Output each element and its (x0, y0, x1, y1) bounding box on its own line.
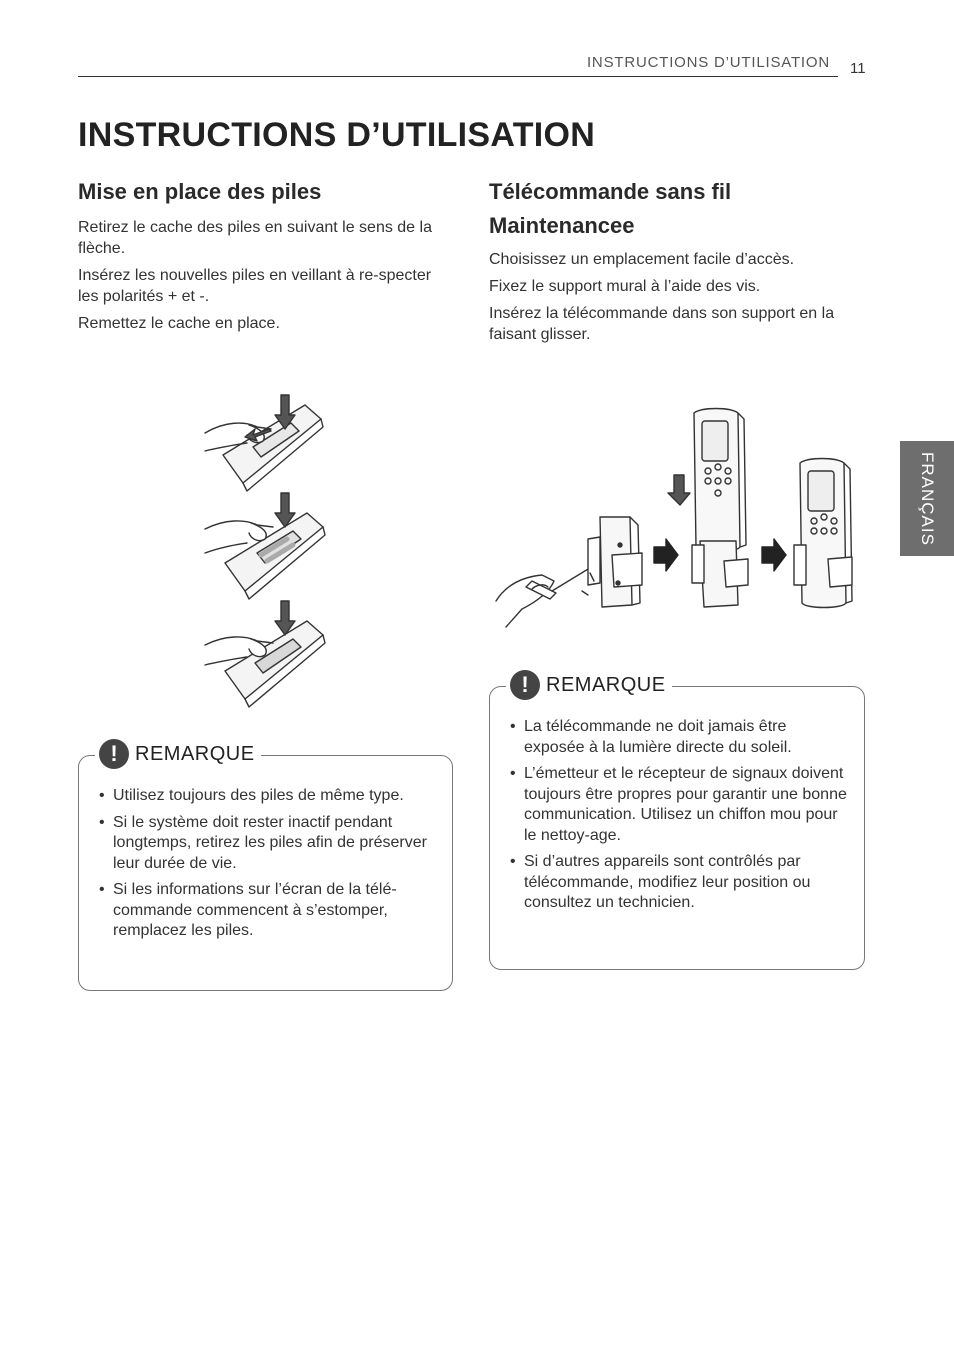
remote-holder-heading-line1: Télécommande sans fil (489, 179, 732, 204)
battery-section-heading: Mise en place des piles (78, 179, 322, 204)
warning-icon: ! (510, 670, 540, 700)
battery-note-list (99, 786, 436, 942)
remote-seated-drawing (794, 459, 852, 608)
holder-note-list (510, 717, 848, 914)
wall-holder-drawing (582, 517, 642, 607)
holder-step-3: Insérez la télécommande dans son support en la faisant glisser. (489, 305, 835, 343)
battery-note-title: REMARQUE (135, 742, 255, 765)
screwdriver-hand-drawing (496, 563, 598, 627)
header-rule (78, 76, 838, 77)
battery-step-3: Remettez le cache en place. (78, 315, 280, 332)
battery-note-label (95, 739, 261, 769)
holder-step-2: Fixez le support mural à l’aide des vis. (489, 278, 761, 295)
list-item: • La télécommande ne doit jamais être exposée à la lumière directe du soleil. (510, 717, 848, 758)
warning-icon: ! (99, 739, 129, 769)
page-title: INSTRUCTIONS D’UTILISATION (78, 116, 596, 154)
battery-step-1-drawing (205, 395, 323, 491)
list-item: • Si le système doit rester inactif pendant longtemps, retirez les piles afin de préserver leur durée de vie. (99, 813, 436, 875)
arrow-right-icon (762, 539, 786, 571)
holder-note-title: REMARQUE (546, 673, 666, 696)
holder-note-label (506, 670, 672, 700)
arrow-right-icon (654, 539, 678, 571)
battery-step-2: Insérez les nouvelles piles en veillant à re-specter les polarités + et -. (78, 267, 432, 305)
remote-holder-heading-line2: Maintenancee (489, 213, 635, 238)
battery-step-3-drawing (205, 601, 325, 707)
battery-replacement-illustration (195, 385, 335, 705)
page-number: 11 (850, 60, 866, 77)
language-tab-label: FRANÇAIS (918, 451, 937, 546)
list-item: • Si d’autres appareils sont contrôlés par télécommande, modifiez leur position ou consultez un technicien. (510, 852, 848, 914)
holder-step-1: Choisissez un emplacement facile d’accès. (489, 251, 795, 268)
remote-holder-section (489, 175, 869, 351)
battery-note-box (78, 741, 453, 991)
list-item: • L’émetteur et le récepteur de signaux doivent toujours être propres pour garantir une bonne communication. Utilisez un chiffon mou pour le nettoy-age. (510, 764, 848, 846)
list-item: • Utilisez toujours des piles de même type. (99, 786, 436, 807)
battery-step-2-drawing (205, 493, 325, 599)
remote-inserting-drawing (668, 409, 748, 608)
language-tab (900, 441, 954, 556)
running-header: INSTRUCTIONS D’UTILISATION (586, 54, 830, 71)
battery-step-1: Retirez le cache des piles en suivant le sens de la flèche. (78, 219, 432, 257)
wall-holder-illustration (492, 405, 862, 635)
list-item: • Si les informations sur l’écran de la télé-commande commencent à s’estomper, remplacez les piles. (99, 880, 436, 942)
holder-note-box (489, 672, 865, 970)
battery-section (78, 175, 448, 340)
